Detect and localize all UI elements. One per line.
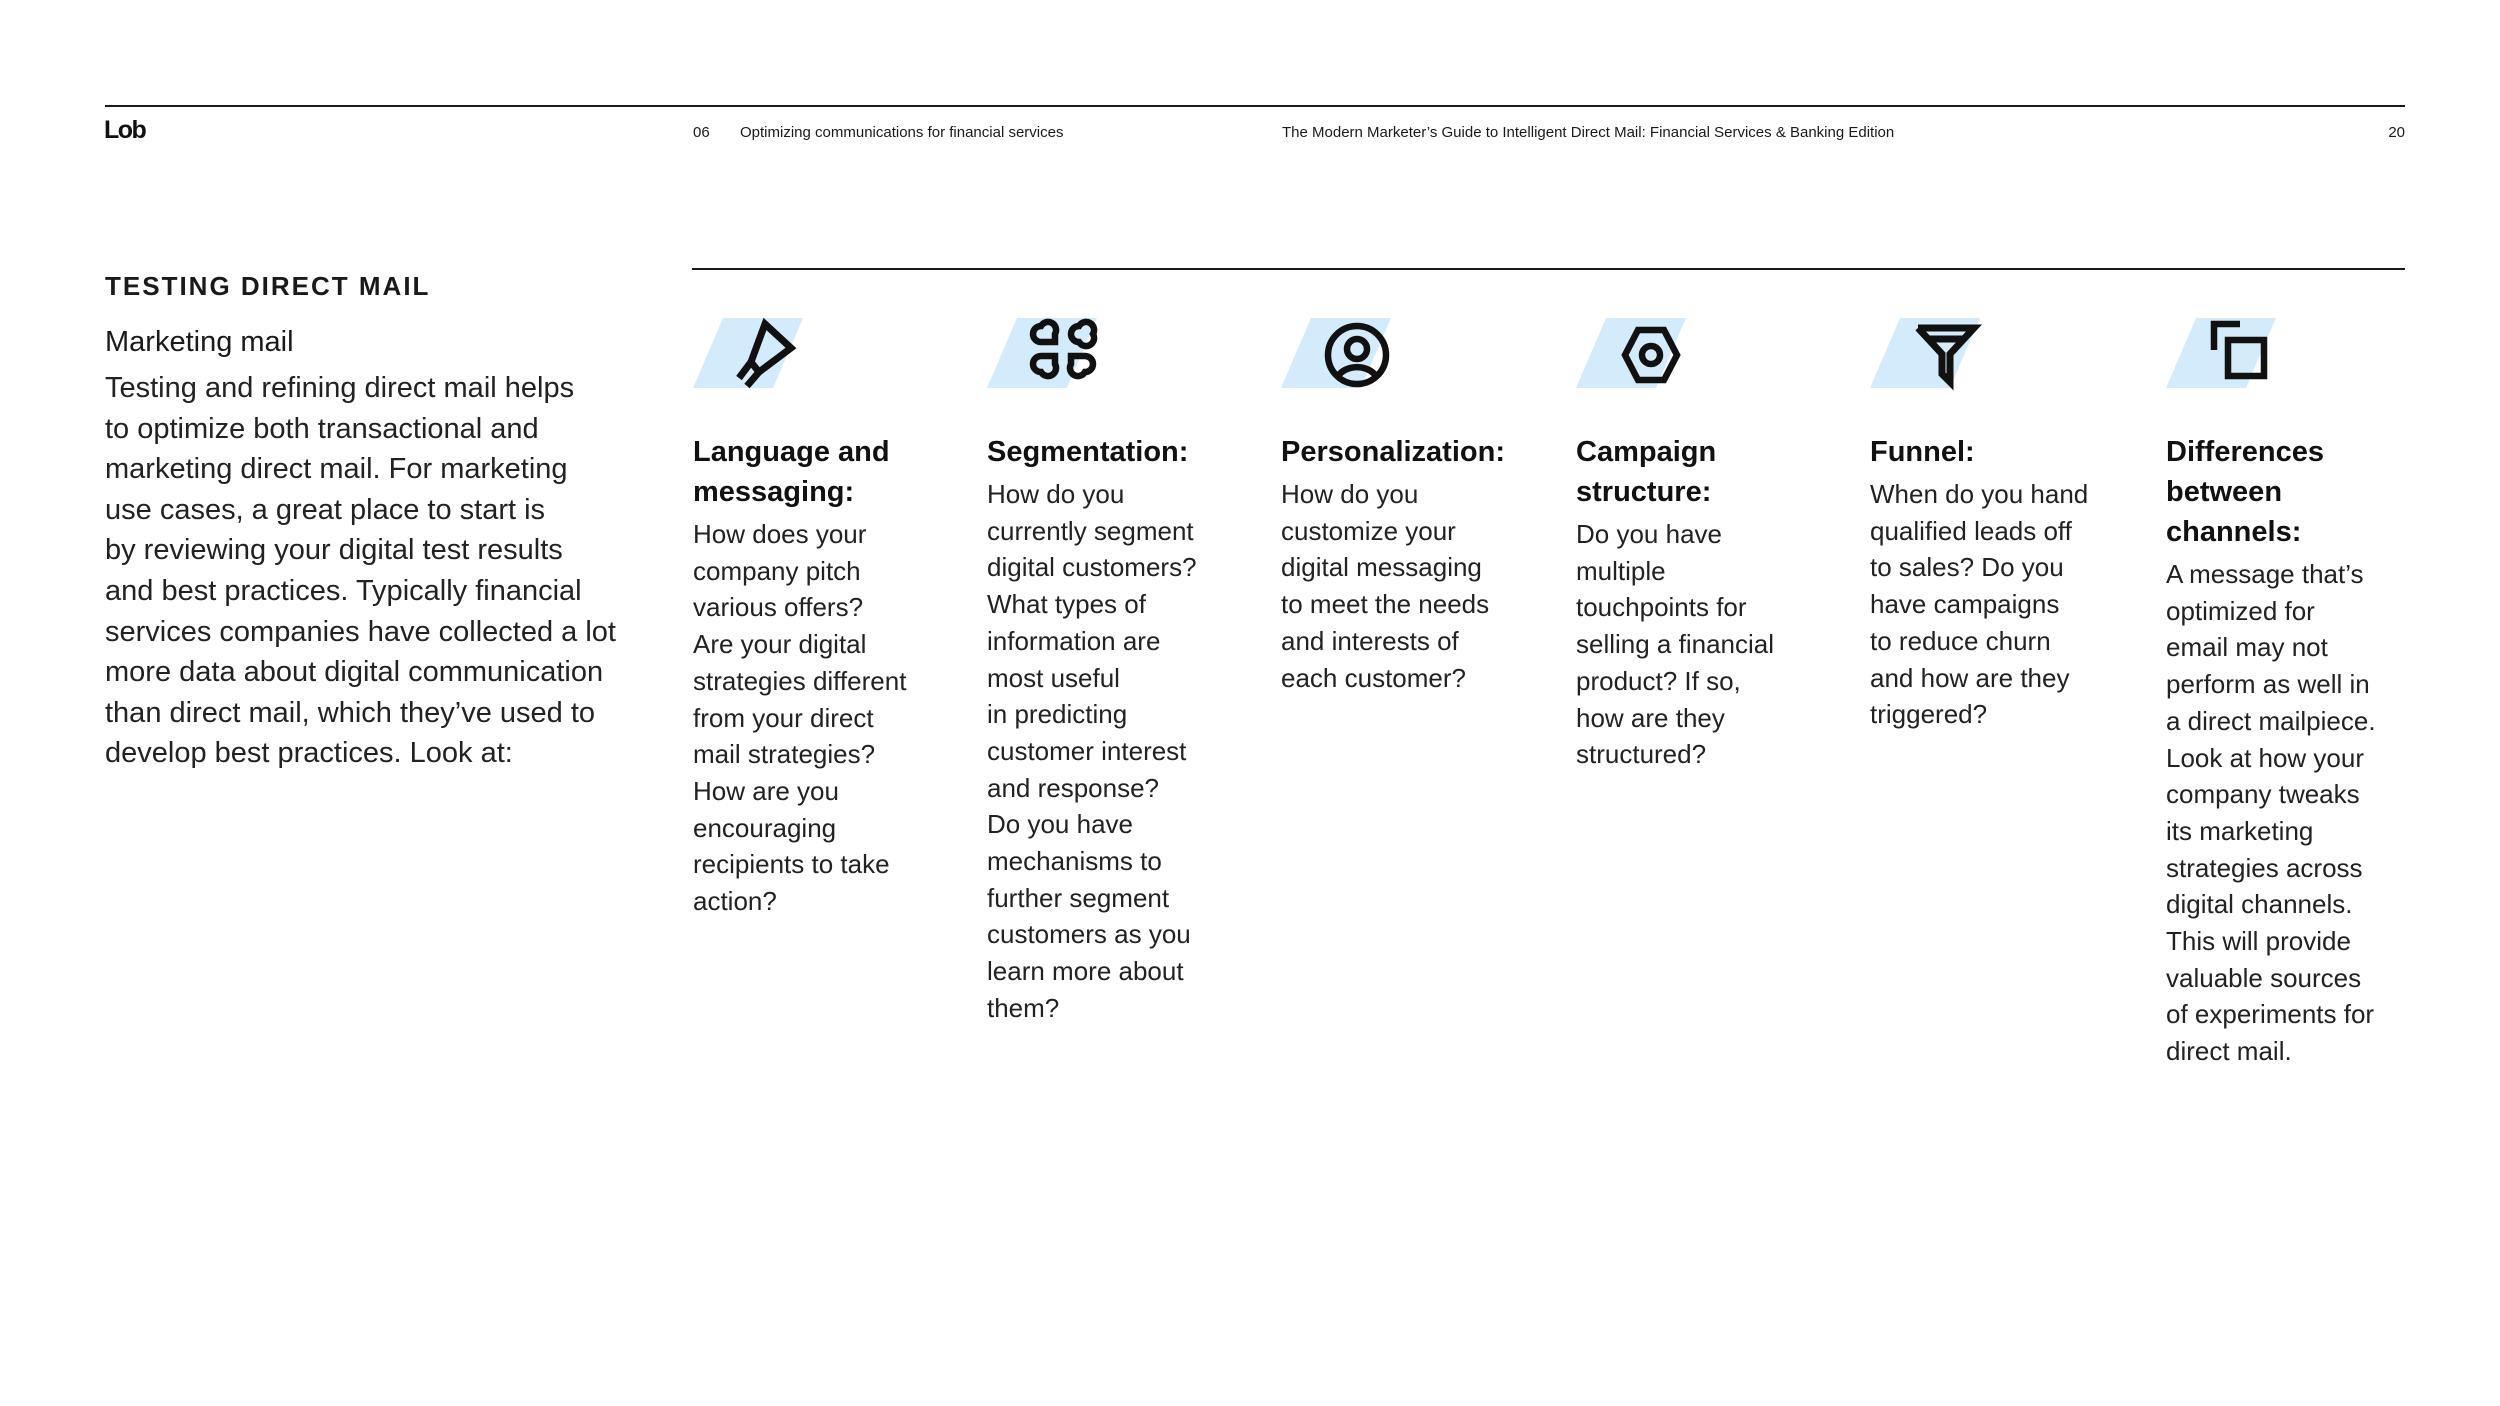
- megaphone-icon: [733, 318, 813, 398]
- card-line: triggered?: [1870, 699, 1988, 730]
- card-language-messaging: [693, 318, 933, 920]
- card-line: currently segment: [987, 515, 1194, 546]
- card-line: A message that’s: [2166, 559, 2364, 589]
- card-body: [987, 476, 1227, 1027]
- card-line: selling a financial: [1576, 629, 1775, 660]
- card-line: encouraging: [693, 812, 837, 843]
- section-number: 06: [693, 124, 710, 141]
- card-line: touchpoints for: [1576, 592, 1747, 623]
- section-rule: [692, 268, 2405, 270]
- card-line: customers as you: [987, 919, 1191, 950]
- card-title: [1870, 432, 2120, 472]
- card-line: email may not: [2166, 632, 2328, 663]
- intro-line: more data about digital communication: [105, 656, 604, 689]
- card-title-line: Language and: [693, 436, 890, 468]
- card-line: Do you have: [987, 809, 1133, 840]
- card-title-line: Differences: [2166, 436, 2324, 468]
- card-line: qualified leads off: [1870, 515, 2072, 546]
- card-line: further segment: [987, 882, 1170, 913]
- card-line: most useful: [987, 662, 1120, 693]
- card-line: product? If so,: [1576, 665, 1741, 696]
- card-line: have campaigns: [1870, 589, 2060, 620]
- intro-line: Testing and refining direct mail helps: [105, 372, 575, 404]
- header-rule: [105, 105, 2405, 107]
- card-icon-wrap: [1576, 318, 1696, 398]
- card-line: digital messaging: [1281, 552, 1482, 583]
- card-line: How does your: [693, 519, 867, 549]
- card-body: [1281, 476, 1531, 696]
- card-campaign-structure: [1576, 318, 1816, 773]
- card-body: [1576, 516, 1816, 773]
- card-line: company tweaks: [2166, 779, 2360, 810]
- card-line: mail strategies?: [693, 739, 876, 770]
- card-title: [2166, 432, 2406, 552]
- card-title-line: Personalization:: [1281, 436, 1505, 468]
- card-title: [1281, 432, 1531, 472]
- card-line: customer interest: [987, 735, 1187, 766]
- card-line: How do you: [1281, 479, 1419, 509]
- card-line: strategies different: [693, 665, 907, 696]
- card-line: how are they: [1576, 702, 1725, 733]
- page-number: 20: [2388, 124, 2405, 141]
- intro-line: services companies have collected a lot: [105, 615, 616, 648]
- card-line: from your direct: [693, 702, 874, 733]
- hexagon-nut-icon: [1616, 318, 1696, 398]
- intro-subheading: Marketing mail: [105, 326, 294, 358]
- card-line: a direct mailpiece.: [2166, 705, 2376, 736]
- card-line: How are you: [693, 775, 839, 806]
- card-personalization: [1281, 318, 1531, 696]
- card-line: digital customers?: [987, 552, 1197, 583]
- card-icon-wrap: [1281, 318, 1401, 398]
- card-line: and response?: [987, 772, 1160, 803]
- intro-line: use cases, a great place to start is: [105, 493, 546, 526]
- card-line: Are your digital: [693, 629, 867, 660]
- card-line: mechanisms to: [987, 846, 1162, 877]
- card-line: of experiments for: [2166, 999, 2375, 1030]
- card-title-line: Segmentation:: [987, 436, 1189, 468]
- card-line: action?: [693, 886, 777, 917]
- card-line: strategies across: [2166, 852, 2363, 883]
- card-title-line: structure:: [1576, 476, 1712, 508]
- card-line: digital channels.: [2166, 889, 2353, 920]
- card-line: This will provide: [2166, 926, 2351, 957]
- card-line: and interests of: [1281, 625, 1459, 656]
- intro-line: than direct mail, which they’ve used to: [105, 696, 596, 729]
- card-line: Do you have: [1576, 519, 1722, 549]
- card-title-line: between: [2166, 476, 2283, 508]
- intro-line: by reviewing your digital test results: [105, 534, 563, 567]
- card-body: [693, 516, 933, 920]
- card-line: When do you hand: [1870, 479, 2089, 509]
- card-title: [1576, 432, 1816, 512]
- card-line: to sales? Do you: [1870, 552, 2064, 583]
- card-line: its marketing: [2166, 815, 2314, 846]
- card-line: structured?: [1576, 739, 1707, 770]
- card-title-line: channels:: [2166, 516, 2302, 548]
- card-line: multiple: [1576, 555, 1666, 586]
- intro-column: [105, 268, 645, 774]
- intro-line: marketing direct mail. For marketing: [105, 453, 568, 486]
- card-line: customize your: [1281, 515, 1456, 546]
- card-line: to reduce churn: [1870, 625, 2051, 656]
- funnel-icon: [1910, 318, 1990, 398]
- card-icon-wrap: [1870, 318, 1990, 398]
- overlapping-squares-icon: [2206, 318, 2286, 398]
- intro-paragraph: [105, 368, 645, 774]
- card-line: learn more about: [987, 956, 1184, 987]
- card-line: each customer?: [1281, 662, 1466, 693]
- grid-circles-icon: [1027, 318, 1107, 398]
- card-icon-wrap: [2166, 318, 2286, 398]
- card-line: them?: [987, 992, 1060, 1023]
- card-title: [693, 432, 933, 512]
- card-line: What types of: [987, 589, 1146, 620]
- section-title: Optimizing communications for financial services: [740, 124, 1064, 141]
- card-line: direct mail.: [2166, 1036, 2292, 1067]
- intro-line: develop best practices. Look at:: [105, 737, 513, 770]
- card-funnel: [1870, 318, 2120, 733]
- card-segmentation: [987, 318, 1227, 1027]
- card-line: to meet the needs: [1281, 589, 1490, 620]
- card-icon-wrap: [693, 318, 813, 398]
- intro-line: and best practices. Typically financial: [105, 574, 582, 607]
- card-line: Look at how your: [2166, 742, 2365, 773]
- card-line: company pitch: [693, 555, 861, 586]
- card-line: information are: [987, 625, 1161, 656]
- section-eyebrow: TESTING DIRECT MAIL: [105, 271, 431, 301]
- card-line: optimized for: [2166, 595, 2315, 626]
- card-title-line: Funnel:: [1870, 436, 1975, 468]
- card-title: [987, 432, 1227, 472]
- card-line: How do you: [987, 479, 1125, 509]
- card-title-line: messaging:: [693, 476, 855, 508]
- card-icon-wrap: [987, 318, 1107, 398]
- user-circle-icon: [1321, 318, 1401, 398]
- card-body: [2166, 556, 2406, 1070]
- document-title: The Modern Marketer’s Guide to Intelligent Direct Mail: Financial Services & Banking Edition: [1282, 124, 1895, 141]
- card-line: various offers?: [693, 592, 864, 623]
- lob-logo: Lob: [104, 116, 146, 144]
- card-body: [1870, 476, 2120, 733]
- card-title-line: Campaign: [1576, 436, 1717, 468]
- card-differences-between-channels: [2166, 318, 2406, 1070]
- intro-line: to optimize both transactional and: [105, 412, 539, 445]
- card-line: in predicting: [987, 699, 1128, 730]
- card-line: perform as well in: [2166, 669, 2370, 700]
- card-line: recipients to take: [693, 849, 890, 880]
- card-line: and how are they: [1870, 662, 2070, 693]
- card-line: valuable sources: [2166, 962, 2362, 993]
